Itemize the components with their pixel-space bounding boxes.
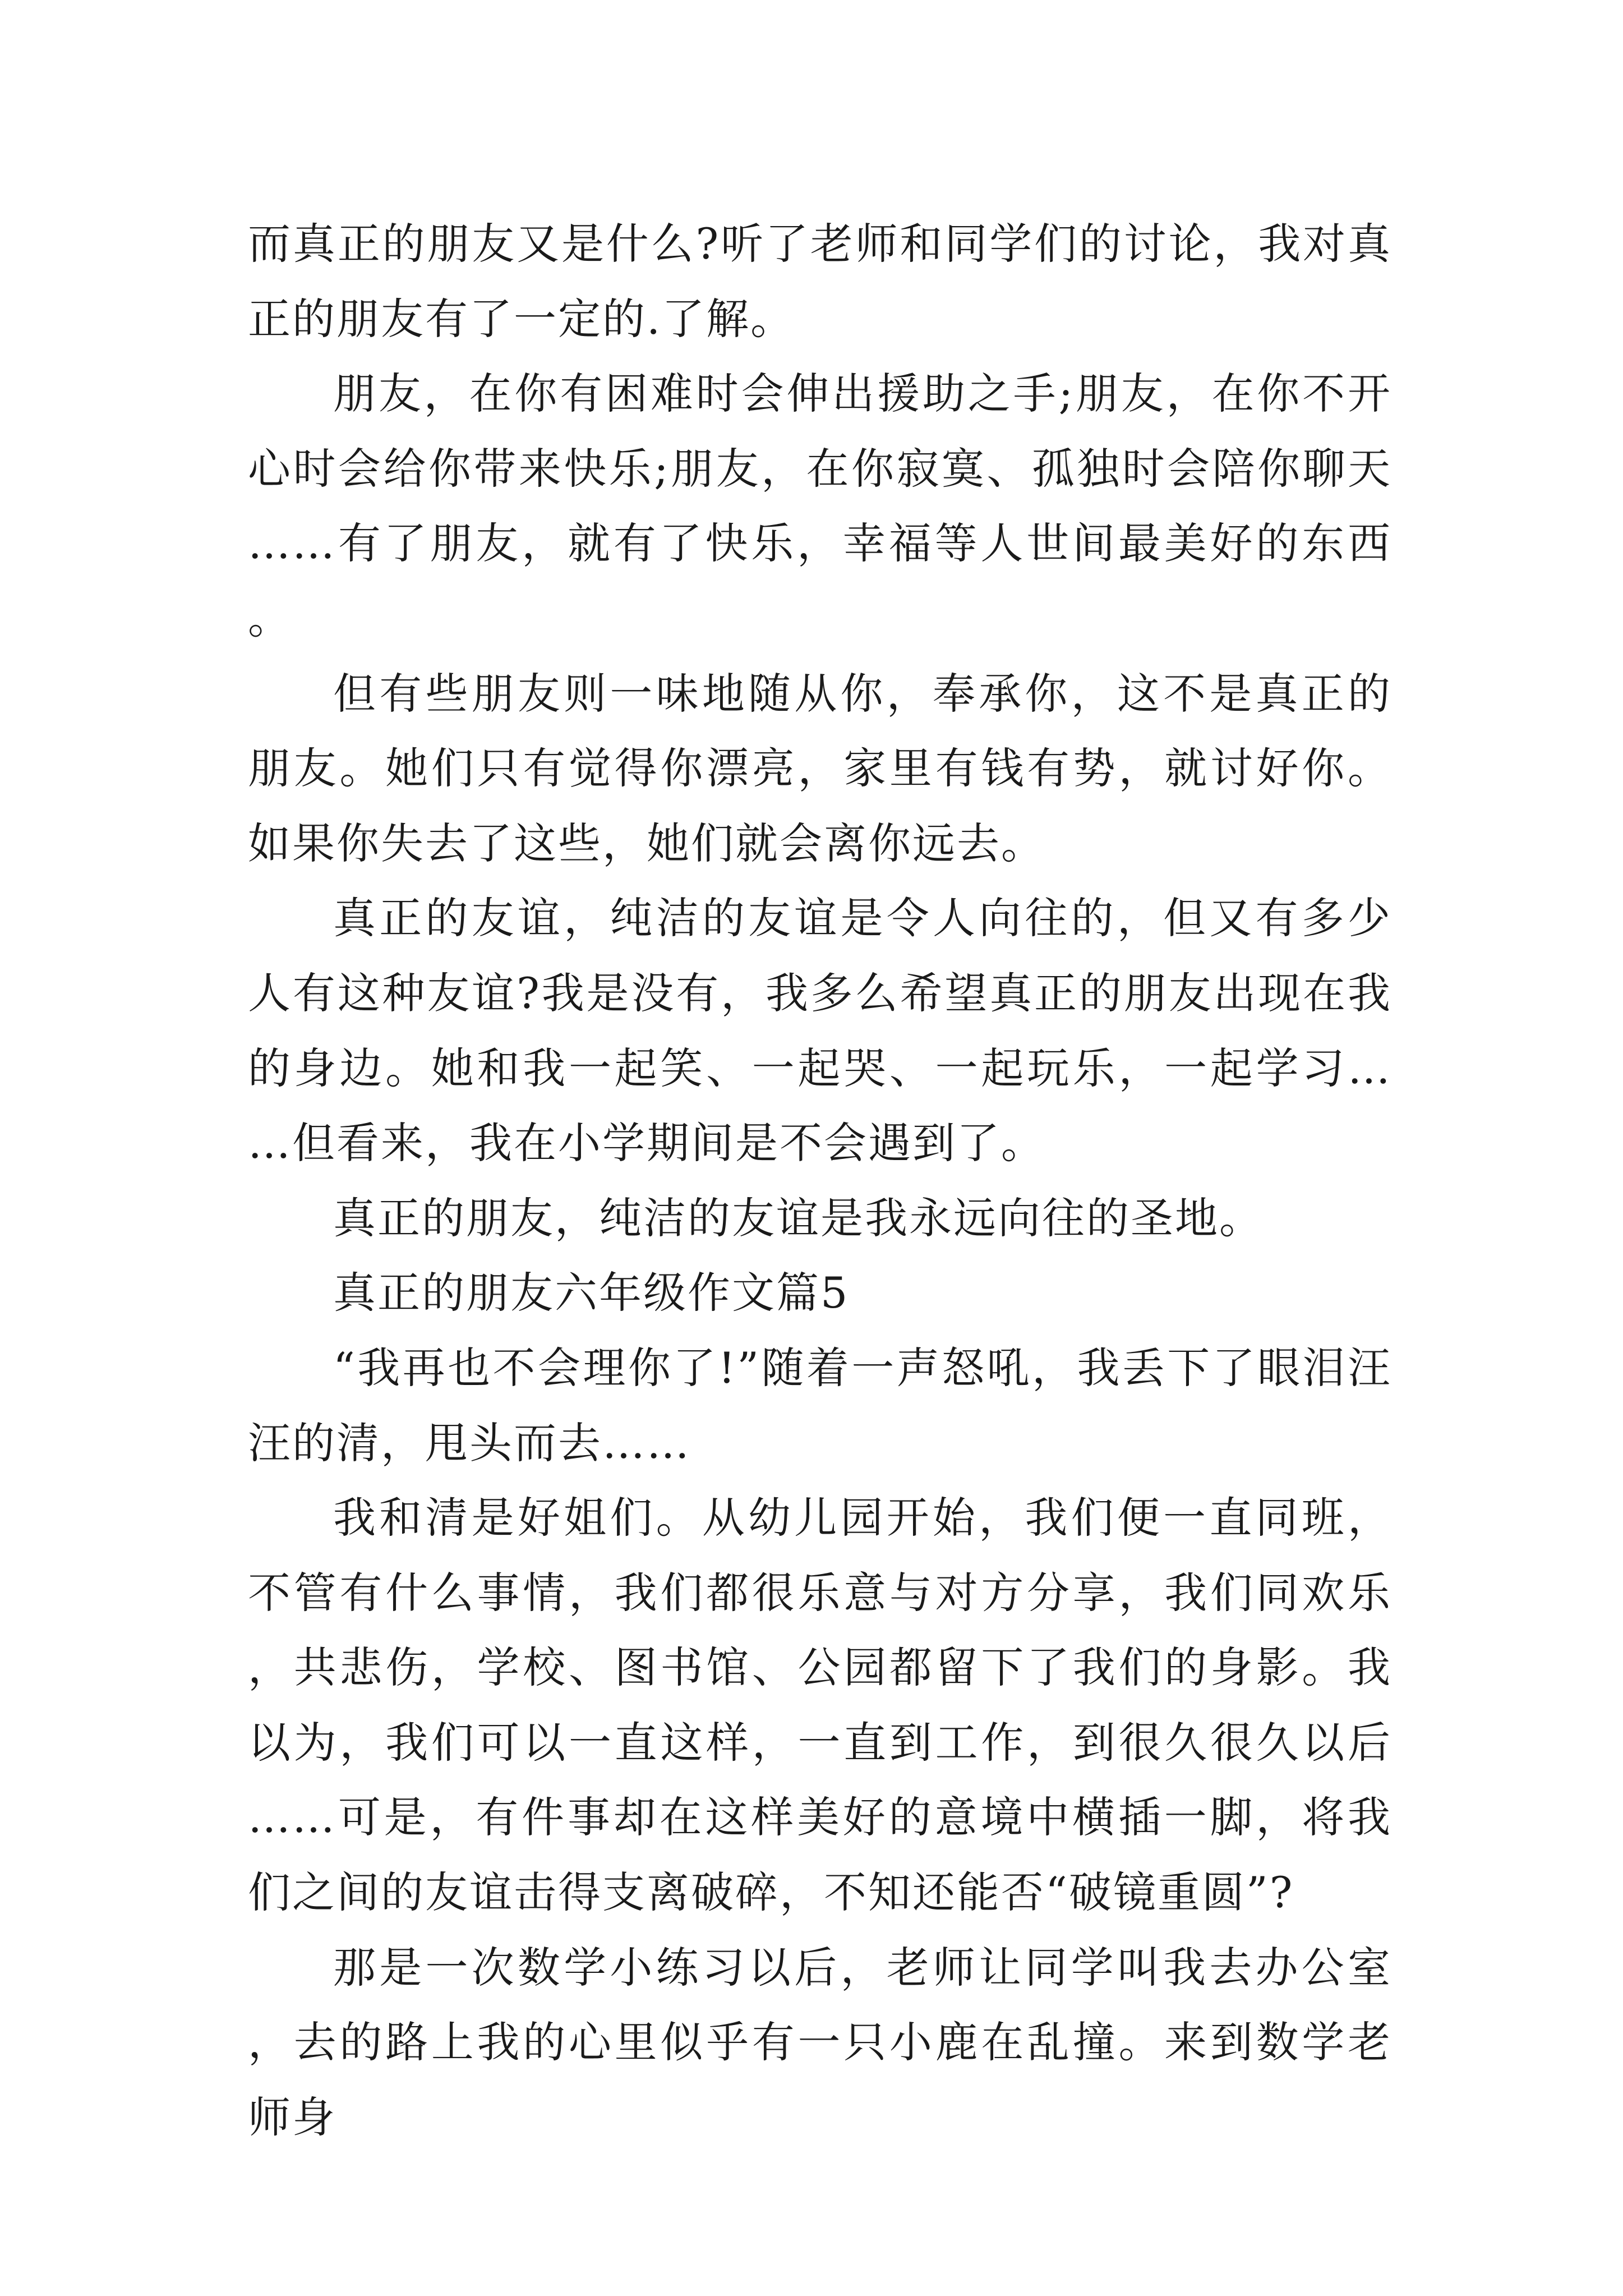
paragraph: 真正的朋友，纯洁的友谊是我永远向往的圣地。 <box>333 1193 1264 1243</box>
paragraph: “我再也不会理你了!”随着一声怒吼，我丢下了眼泪汪汪的清，甩头而去…… <box>248 1342 1392 1468</box>
section-heading: 真正的朋友六年级作文篇5 <box>333 1268 850 1318</box>
paragraph: 我和清是好姐们。从幼儿园开始，我们便一直同班，不管有什么事情，我们都很乐意与对方分享，我们同欢乐，共悲伤，学校、图书馆、公园都留下了我们的身影。我以为，我们可以一直这样，一直到工作，到很久很久以后……可是，有件事却在这样美好的意境中横插一脚，将我们之间的友谊击得支离破碎，不知还能否“破镜重圆”? <box>248 1493 1392 1918</box>
paragraph: 真正的友谊，纯洁的友谊是令人向往的，但又有多少人有这种友谊?我是没有，我多么希望真正的朋友出现在我的身边。她和我一起笑、一起哭、一起玩乐，一起学习……但看来，我在小学期间是不会遇到了。 <box>248 893 1392 1168</box>
paragraph: 那是一次数学小练习以后，老师让同学叫我去办公室，去的路上我的心里似乎有一只小鹿在乱撞。来到数学老师身 <box>248 1942 1392 2142</box>
paragraph: 但有些朋友则一味地随从你，奉承你，这不是真正的朋友。她们只有觉得你漂亮，家里有钱有势，就讨好你。如果你失去了这些，她们就会离你远去。 <box>248 668 1392 868</box>
paragraph: 而真正的朋友又是什么?听了老师和同学们的讨论，我对真正的朋友有了一定的.了解。 <box>248 219 1392 344</box>
document-body <box>248 206 1392 2155</box>
paragraph: 朋友，在你有困难时会伸出援助之手;朋友，在你不开心时会给你带来快乐;朋友，在你寂寞、孤独时会陪你聊天……有了朋友，就有了快乐，幸福等人世间最美好的东西。 <box>248 369 1392 643</box>
